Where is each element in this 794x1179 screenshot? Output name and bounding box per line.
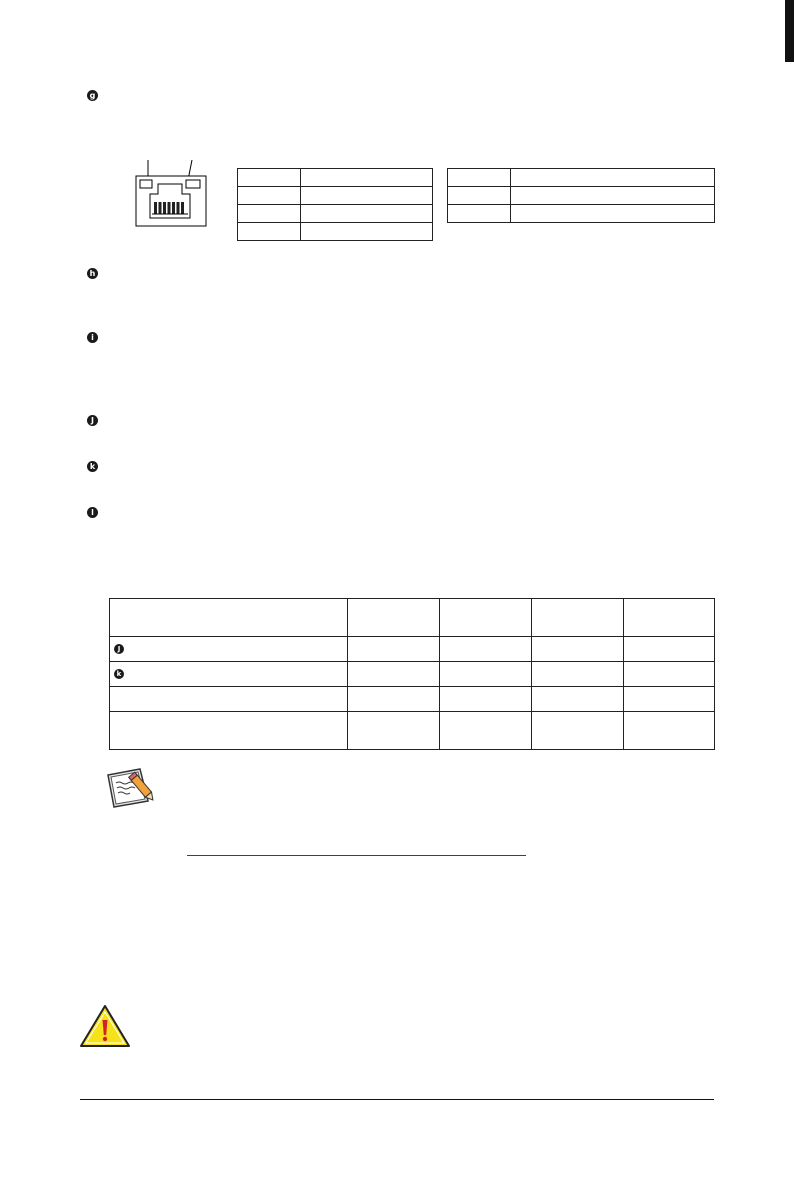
warning-triangle-icon bbox=[79, 1004, 131, 1048]
table-row-label bbox=[110, 637, 348, 662]
bullet-h: h bbox=[87, 268, 98, 279]
audio-config-table bbox=[109, 598, 715, 750]
led-table-left bbox=[237, 168, 433, 241]
bullet-k: k bbox=[87, 461, 98, 472]
page-side-tab bbox=[785, 0, 794, 62]
table-row-label bbox=[110, 712, 348, 750]
row-bullet-j: J bbox=[114, 644, 124, 654]
led-table-right bbox=[447, 168, 715, 223]
bullet-j: J bbox=[87, 415, 98, 426]
bullet-i: i bbox=[87, 332, 98, 343]
table-row-label bbox=[110, 687, 348, 712]
rj45-lan-port-icon bbox=[130, 158, 210, 230]
row-bullet-k: k bbox=[114, 669, 124, 679]
bullet-l: l bbox=[87, 507, 98, 518]
bullet-g: g bbox=[87, 90, 98, 101]
url-link[interactable] bbox=[187, 855, 526, 856]
footer-divider bbox=[80, 1099, 714, 1100]
note-pencil-icon bbox=[104, 767, 156, 809]
table-row-label bbox=[110, 662, 348, 687]
